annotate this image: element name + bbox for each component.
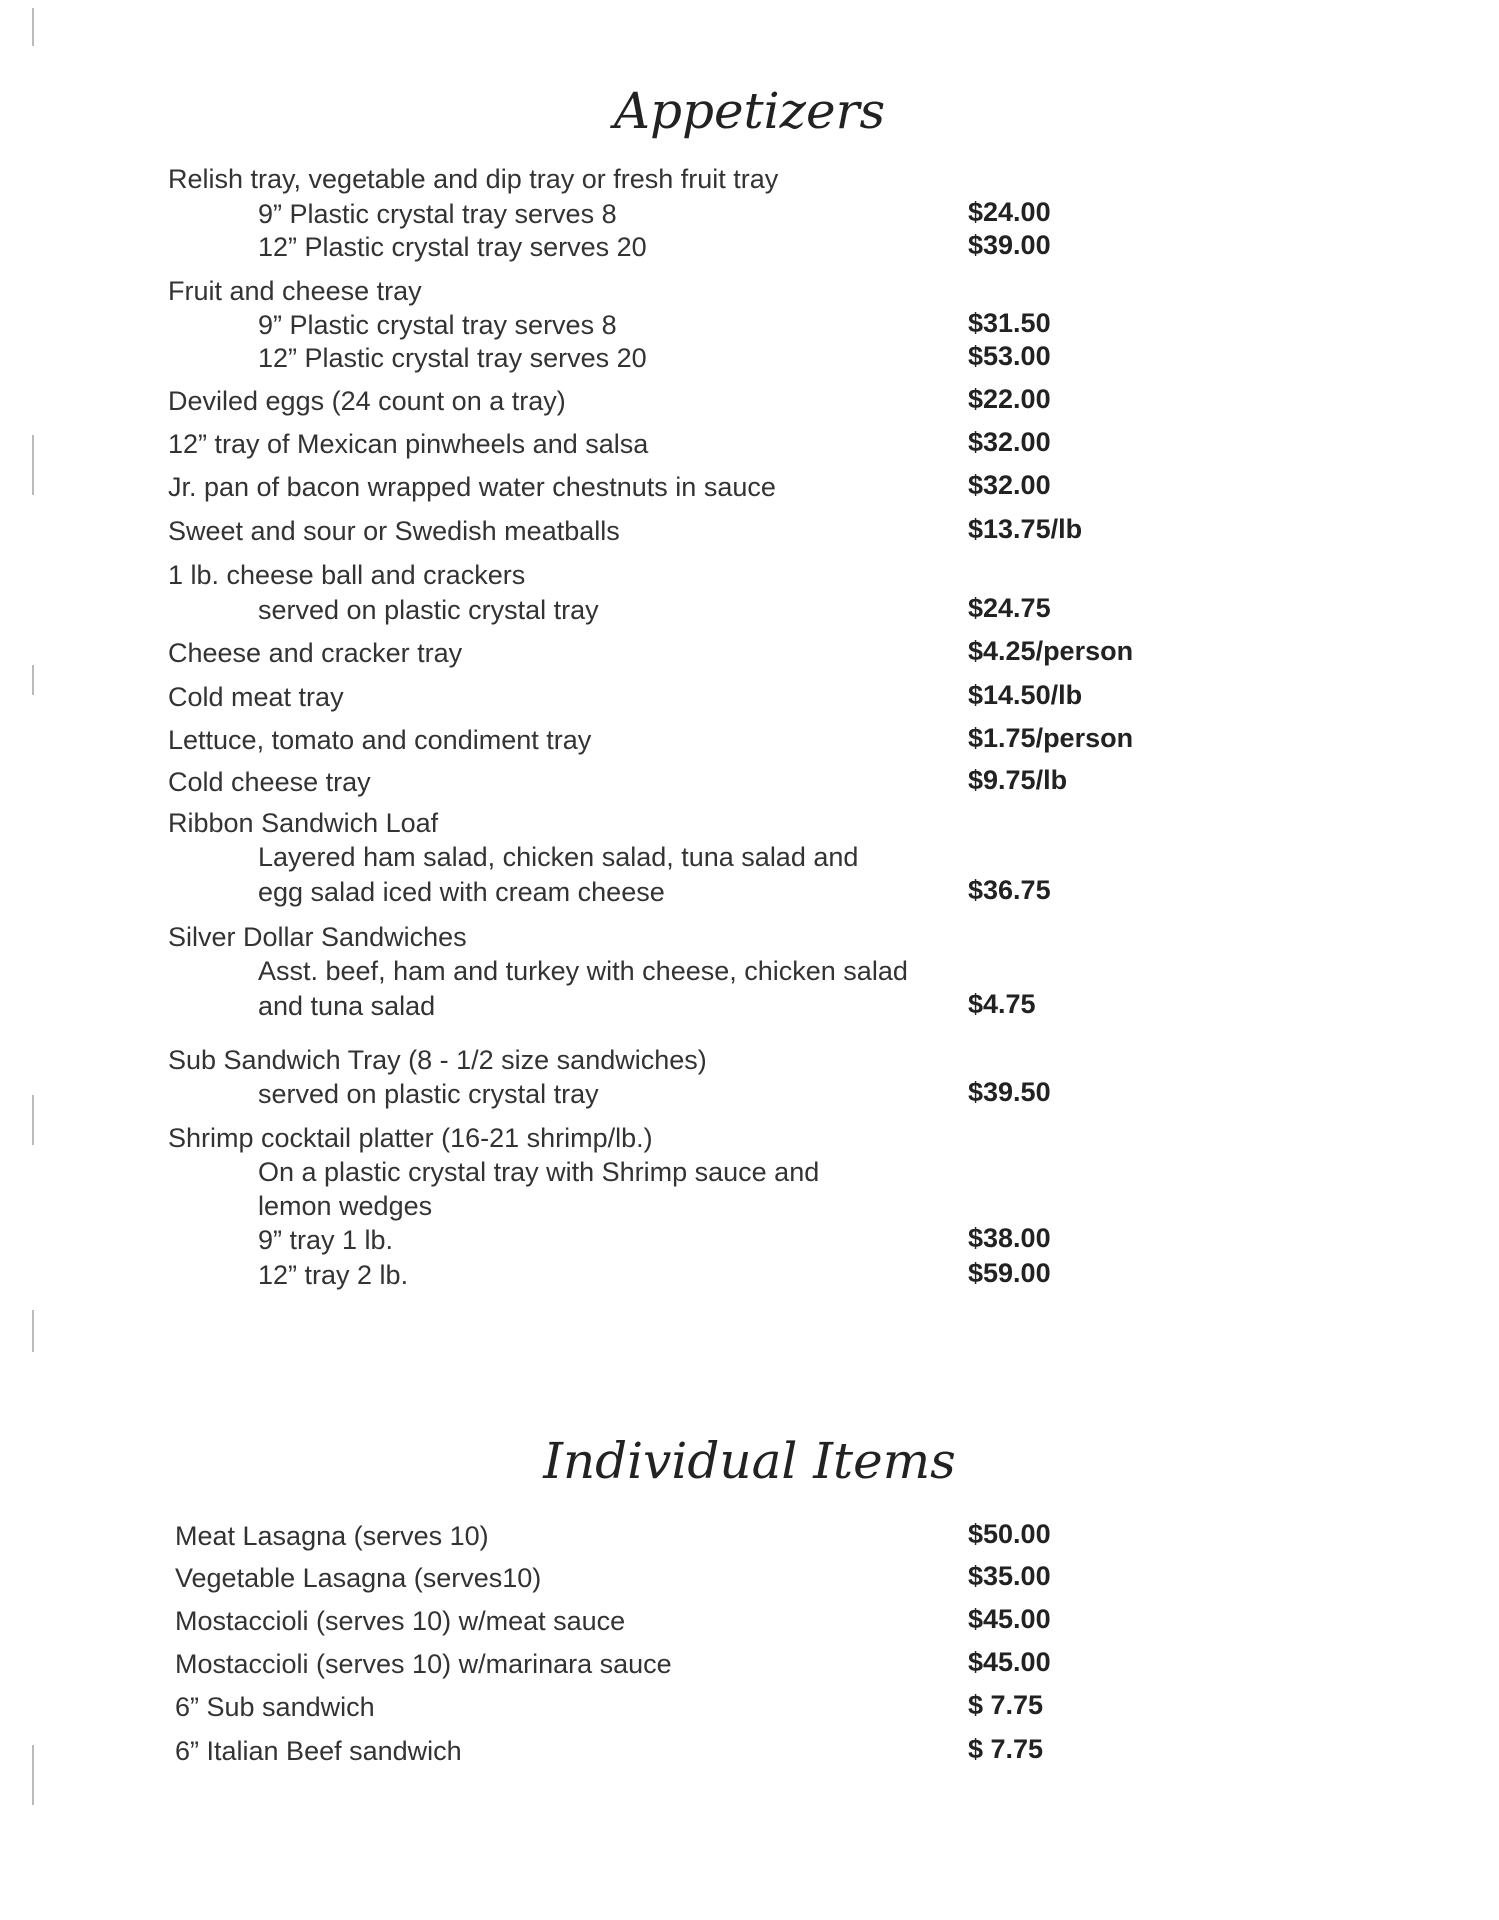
menu-item-price: $32.00 [968, 427, 1051, 457]
menu-item-price: $14.50/lb [968, 680, 1083, 710]
scan-mark [32, 8, 34, 46]
menu-item-detail: Asst. beef, ham and turkey with cheese, chicken salad [258, 956, 908, 986]
menu-item-name: 1 lb. cheese ball and crackers [168, 560, 526, 590]
menu-item-price: $35.00 [968, 1561, 1051, 1591]
menu-item-detail: served on plastic crystal tray [258, 1079, 599, 1109]
scan-mark [32, 1095, 34, 1145]
menu-item-price: $24.75 [968, 593, 1051, 623]
menu-item-price: $38.00 [968, 1223, 1051, 1253]
menu-item-option: 12” Plastic crystal tray serves 20 [258, 232, 647, 262]
menu-item-name: Cold cheese tray [168, 767, 371, 797]
menu-item-name: Meat Lasagna (serves 10) [175, 1521, 489, 1551]
menu-item-name: Cold meat tray [168, 682, 344, 712]
menu-item-detail: lemon wedges [258, 1191, 433, 1221]
menu-item-name: Fruit and cheese tray [168, 276, 422, 306]
menu-item-option: 9” tray 1 lb. [258, 1225, 394, 1255]
menu-item-price: $32.00 [968, 470, 1051, 500]
menu-item-name: Deviled eggs (24 count on a tray) [168, 386, 566, 416]
menu-item-name: Lettuce, tomato and condiment tray [168, 725, 592, 755]
menu-item-price: $4.25/person [968, 636, 1134, 666]
menu-item-price: $53.00 [968, 341, 1051, 371]
menu-item-price: $ 7.75 [968, 1734, 1044, 1764]
menu-item-option: 12” Plastic crystal tray serves 20 [258, 343, 647, 373]
menu-item-option: 12” tray 2 lb. [258, 1260, 409, 1290]
menu-item-price: $13.75/lb [968, 514, 1083, 544]
menu-item-price: $31.50 [968, 308, 1051, 338]
menu-item-name: Shrimp cocktail platter (16-21 shrimp/lb.) [168, 1123, 653, 1153]
scan-mark [32, 665, 34, 695]
menu-item-name: Jr. pan of bacon wrapped water chestnuts in sauce [168, 472, 776, 502]
menu-item-name: Vegetable Lasagna (serves10) [175, 1563, 542, 1593]
menu-item-price: $45.00 [968, 1647, 1051, 1677]
menu-item-price: $39.00 [968, 230, 1051, 260]
scan-mark [32, 1745, 34, 1805]
menu-item-name: Sweet and sour or Swedish meatballs [168, 516, 620, 546]
menu-item-option: 9” Plastic crystal tray serves 8 [258, 310, 617, 340]
individual-items-heading: Individual Items [543, 1432, 956, 1490]
menu-item-price: $24.00 [968, 197, 1051, 227]
appetizers-heading: Appetizers [613, 82, 886, 140]
scan-mark [32, 435, 34, 495]
menu-item-price: $36.75 [968, 875, 1051, 905]
menu-item-price: $ 7.75 [968, 1690, 1044, 1720]
menu-item-detail: served on plastic crystal tray [258, 595, 599, 625]
menu-item-name: Sub Sandwich Tray (8 - 1/2 size sandwiches) [168, 1045, 707, 1075]
menu-item-price: $50.00 [968, 1519, 1051, 1549]
menu-item-name: 6” Sub sandwich [175, 1692, 375, 1722]
menu-item-name: 6” Italian Beef sandwich [175, 1736, 462, 1766]
menu-item-name: Mostaccioli (serves 10) w/meat sauce [175, 1606, 626, 1636]
menu-item-detail: and tuna salad [258, 991, 436, 1021]
menu-item-price: $39.50 [968, 1077, 1051, 1107]
menu-item-price: $59.00 [968, 1258, 1051, 1288]
menu-item-name: 12” tray of Mexican pinwheels and salsa [168, 429, 649, 459]
menu-item-name: Silver Dollar Sandwiches [168, 922, 467, 952]
scan-mark [32, 1310, 34, 1352]
menu-item-name: Mostaccioli (serves 10) w/marinara sauce [175, 1649, 672, 1679]
menu-item-price: $4.75 [968, 989, 1036, 1019]
menu-item-option: 9” Plastic crystal tray serves 8 [258, 199, 617, 229]
menu-item-detail: egg salad iced with cream cheese [258, 877, 665, 907]
menu-item-price: $45.00 [968, 1604, 1051, 1634]
menu-item-price: $22.00 [968, 384, 1051, 414]
menu-item-price: $1.75/person [968, 723, 1134, 753]
menu-item-detail: Layered ham salad, chicken salad, tuna salad and [258, 842, 859, 872]
menu-item-price: $9.75/lb [968, 765, 1068, 795]
menu-item-name: Cheese and cracker tray [168, 638, 463, 668]
menu-item-name: Relish tray, vegetable and dip tray or fresh fruit tray [168, 164, 779, 194]
menu-item-name: Ribbon Sandwich Loaf [168, 808, 439, 838]
menu-item-detail: On a plastic crystal tray with Shrimp sauce and [258, 1157, 820, 1187]
